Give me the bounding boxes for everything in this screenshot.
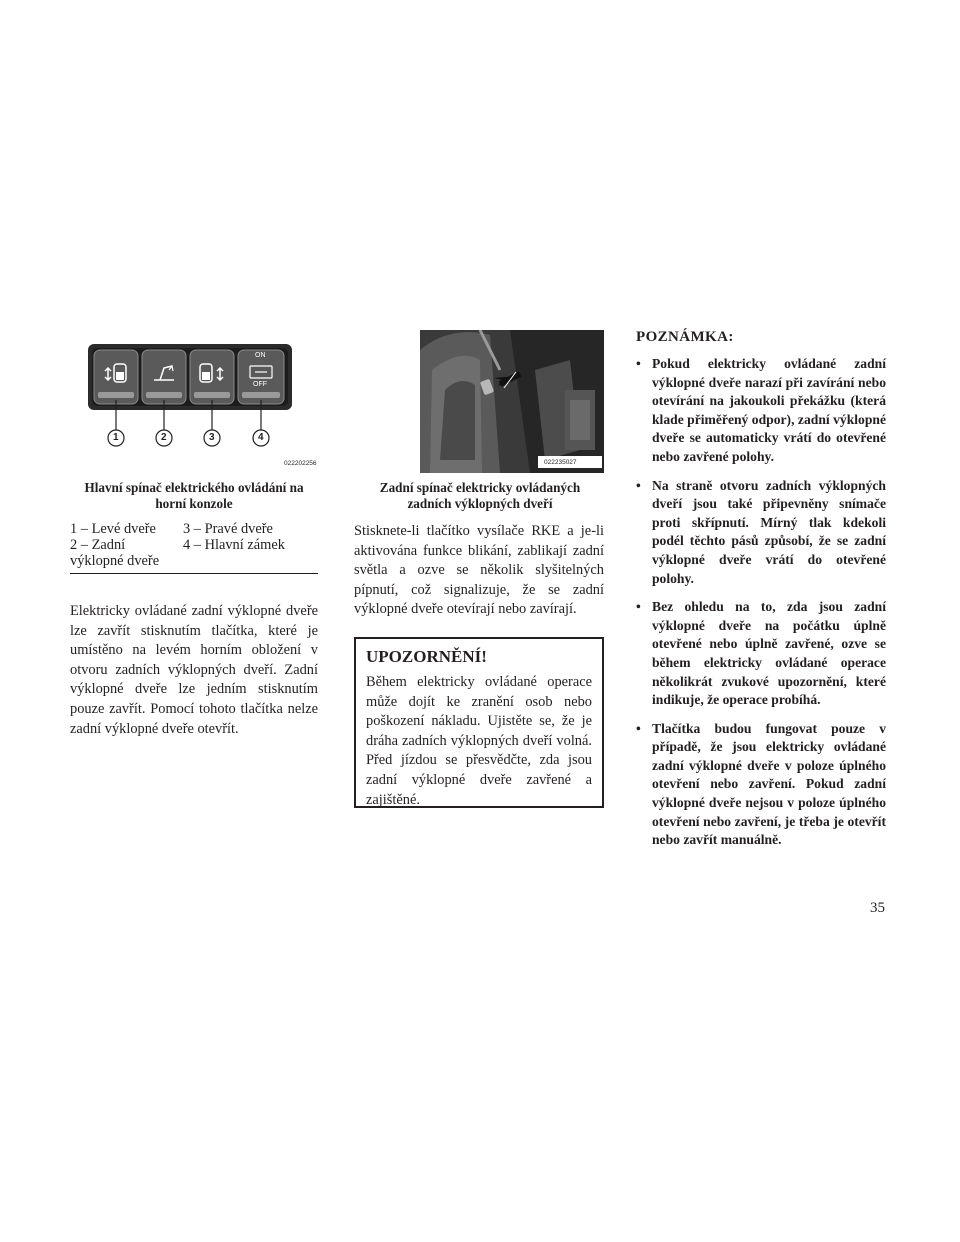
liftgate-switch-figure (420, 330, 604, 473)
note-item: • Bez ohledu na to, zda jsou zadní výklopné dveře na počátku úplně otevřené nebo úplně zavřené, ozve se během elektricky ovládané operace několikrát zvukové upozornění, které indikuje, že operace probíhá. (636, 599, 886, 708)
note-list (636, 355, 886, 860)
switch4-on-label: ON (255, 352, 266, 359)
figure1-code: 022202256 (284, 460, 317, 467)
switch4-off-label: OFF (253, 381, 267, 388)
warning-text: Během elektricky ovládané operace může dojít ke zranění osob nebo poškození nákladu. Ujistěte se, že je dráha zadních výklopných dveří volná. Před jízdou se přesvědčte, zda jsou zadní výklopné dveře zavřené a zajištěné. (366, 674, 592, 808)
console-switch-illustration (70, 330, 318, 472)
note-item: • Tlačítka budou fungovat pouze v případě, že jsou elektricky ovládané zadní výklopné dveře v poloze úplného otevření nebo zavření. Pokud zadní výklopné dveře nejsou v poloze úplného otevření nebo zavření, je třeba je otevřít nebo zavřít manuálně. (636, 720, 886, 848)
figure2-code: 022235027 (544, 459, 577, 466)
bullet-icon: • (636, 477, 641, 493)
callout-1: 1 (113, 432, 119, 443)
page-number: 35 (870, 900, 885, 916)
legend-item-2: 2 – Zadní výklopné dveře (70, 537, 160, 569)
col1-paragraph: Elektricky ovládané zadní výklopné dveře lze zavřít stisknutím tlačítka, které je umístěno na levém horním obložení v otvoru zadních výklopných dveří. Zadní výklopné dveře lze jedním stisknutím pouze zavřít. Pomocí tohoto tlačítka nelze zadní výklopné dveře otevřít. (70, 603, 318, 737)
callout-3: 3 (209, 432, 215, 443)
warning-box (354, 637, 604, 808)
warning-title: UPOZORNĚNÍ! (366, 647, 487, 666)
figure1-caption: Hlavní spínač elektrického ovládání na horní konzole (84, 480, 304, 511)
legend-divider (70, 573, 318, 574)
figure1-legend (70, 522, 318, 570)
callout-2: 2 (161, 432, 167, 443)
legend-item-3: 3 – Pravé dveře (183, 521, 273, 537)
callout-4: 4 (258, 432, 264, 443)
bullet-icon: • (636, 720, 641, 736)
console-switch-figure (70, 330, 318, 472)
bullet-icon: • (636, 356, 641, 371)
liftgate-switch-illustration (420, 330, 604, 473)
figure2-caption: Zadní spínač elektricky ovládaných zadních výklopných dveří (379, 480, 581, 511)
note-item: • Pokud elektricky ovládané zadní výklopné dveře narazí při zavírání nebo otevírání na jakoukoli překážku (která klade přiměřený odpor), zadní výklopné dveře se automaticky vrátí do otevřené nebo zavřené polohy. (636, 356, 886, 464)
col2-paragraph: Stisknete-li tlačítko vysílače RKE a je-li aktivována funkce blikání, zablikají zadní světla a ozve se několik slyšitelných pípnutí, což signalizuje, že se zadní výklopné dveře otevírají nebo zavírají. (354, 523, 604, 618)
legend-item-4: 4 – Hlavní zámek (183, 537, 285, 553)
legend-item-1: 1 – Levé dveře (70, 521, 156, 537)
note-item: • Na straně otvoru zadních výklopných dveří jsou také připevněny snímače proti skřípnutí. Mírný tlak kdekoli podél těchto pásů způsobí, že se zadní výklopné dveře vrátí do otevřené polohy. (636, 477, 886, 586)
bullet-icon: • (636, 599, 641, 615)
note-title: POZNÁMKA: (636, 329, 734, 345)
